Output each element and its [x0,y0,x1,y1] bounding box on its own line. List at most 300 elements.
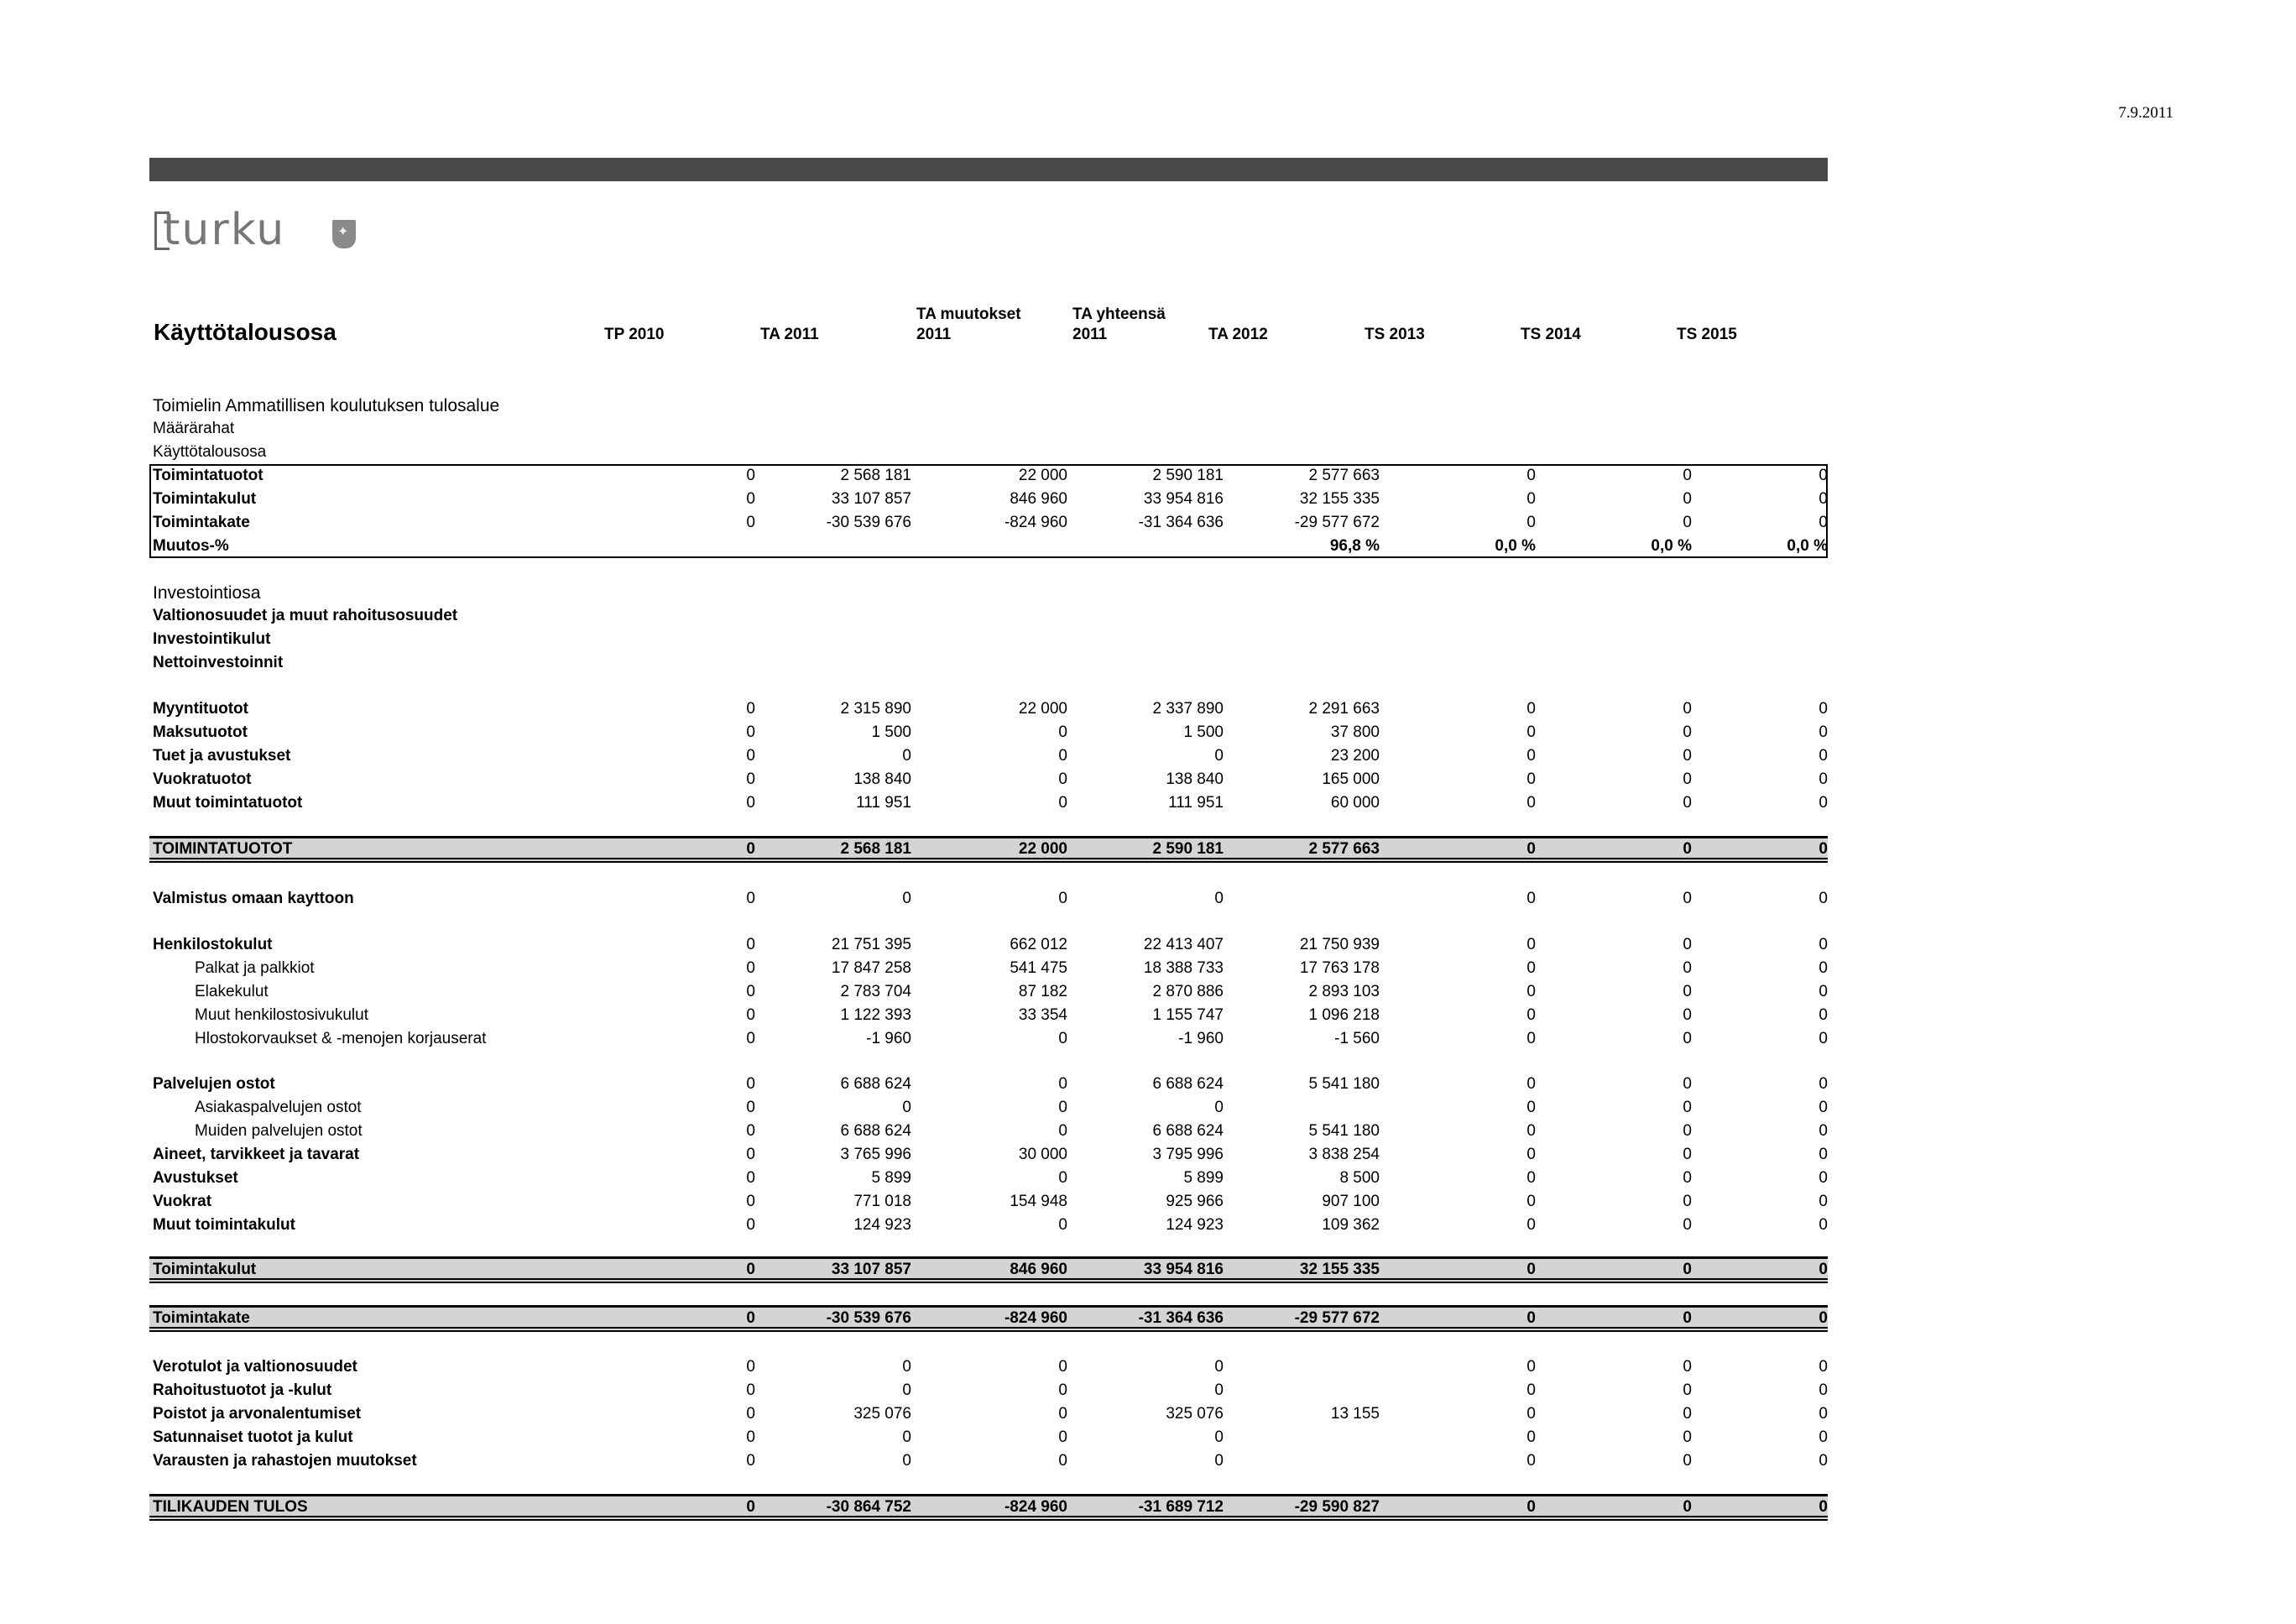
cell-value: 0 [1526,770,1536,788]
cell-value: 0 [1058,1075,1067,1093]
cell-value: 0 [1683,983,1692,1000]
table-row [149,1379,1828,1402]
cell-value: 0 [1683,1075,1692,1093]
cell-value: 33 954 816 [1143,1261,1224,1278]
cell-value: 0 [1819,1498,1828,1516]
cell-value: 0 [1526,936,1536,953]
cell-value: 0 [746,794,755,812]
cell-value: 0 [746,1193,755,1210]
cell-value: -30 539 676 [826,1309,911,1327]
col-header-ts2015: TS 2015 [1677,326,1737,343]
cell-value: 0 [1819,700,1828,718]
cell-value: 0 [1214,1452,1224,1470]
cell-value: 0 [1526,1169,1536,1187]
cell-value: 124 923 [1166,1216,1224,1234]
cell-value: 0 [1819,1452,1828,1470]
cell-value: 0 [1683,700,1692,718]
cell-value: 0 [1526,840,1536,858]
cell-value: 0 [746,747,755,765]
cell-value: -31 364 636 [1138,1309,1224,1327]
row-label: Satunnaiset tuotot ja kulut [153,1428,353,1446]
cell-value: 0 [1526,1405,1536,1423]
cell-value: 60 000 [1330,794,1380,812]
cell-value: 5 899 [871,1169,911,1187]
cell-value: -29 590 827 [1294,1498,1380,1516]
row-label: Toimielin Ammatillisen koulutuksen tulosalue [153,396,500,415]
cell-value: 0 [1819,1428,1828,1446]
cell-value: 0 [1526,467,1536,484]
invest-line [149,651,1828,675]
table-row [149,488,1828,511]
cell-value: 3 838 254 [1308,1146,1380,1163]
row-label: Määrärahat [153,420,235,437]
cell-value: 138 840 [853,770,911,788]
cell-value: 87 182 [1018,983,1067,1000]
cell-value: 0 [1526,794,1536,812]
cell-value: 0 [1819,1309,1828,1327]
cell-value: -29 577 672 [1294,1309,1380,1327]
cell-value: 0 [746,936,755,953]
table-row [149,1190,1828,1214]
cell-value: 846 960 [1010,1261,1067,1278]
row-label: Nettoinvestoinnit [153,654,284,671]
cell-value: 96,8 % [1329,537,1380,555]
row-label: Maksutuotot [153,723,248,741]
cell-value: 6 688 624 [840,1075,911,1093]
table-row [149,721,1828,744]
cell-value: 2 870 886 [1152,983,1224,1000]
table-row [149,887,1828,911]
table-row [149,1214,1828,1237]
cell-value: 0 [1526,1006,1536,1024]
cell-value: 111 951 [1168,794,1224,812]
print-date: 7.9.2011 [2118,104,2173,122]
row-label: Asiakaspalvelujen ostot [195,1099,362,1116]
cell-value: 2 590 181 [1152,467,1224,484]
cell-value: 0,0 % [1787,537,1828,555]
cell-value: 0 [1819,1358,1828,1376]
intro-line [149,417,1828,441]
cell-value: -1 560 [1334,1030,1380,1047]
cell-value: 0 [902,747,911,765]
cell-value: 0 [902,890,911,907]
cell-value: 2 783 704 [840,983,911,1000]
cell-value: 0 [746,723,755,741]
cell-value: 0 [1058,1169,1067,1187]
cell-value: 0 [1526,959,1536,977]
cell-value: 0 [1526,1381,1536,1399]
table-row [149,1073,1828,1096]
cell-value: 0 [1683,1146,1692,1163]
table-row [149,511,1828,535]
table-row [149,1120,1828,1143]
page-title: Käyttötalousosa [154,319,337,345]
cell-value: 0 [1526,1030,1536,1047]
cell-value: 0 [1683,1169,1692,1187]
table-row [149,744,1828,768]
cell-value: 0 [1683,723,1692,741]
cell-value: 165 000 [1322,770,1380,788]
row-label: Palkat ja palkkiot [195,959,315,977]
cell-value: 925 966 [1166,1193,1224,1210]
cell-value: 0 [746,1309,755,1327]
cell-value: 0 [1526,1075,1536,1093]
cell-value: 18 388 733 [1143,959,1224,977]
table-row [149,464,1828,488]
cell-value: 0 [746,1428,755,1446]
cell-value: 1 122 393 [840,1006,911,1024]
cell-value: 0 [1683,1309,1692,1327]
cell-value: -31 689 712 [1138,1498,1224,1516]
cell-value: 0 [1683,840,1692,858]
cell-value: 0 [746,983,755,1000]
cell-value: 0 [1683,514,1692,531]
row-label: Myyntituotot [153,700,248,718]
row-label: Toimintatuotot [153,467,264,484]
cell-value: 0 [1819,1216,1828,1234]
table-row [149,1355,1828,1379]
table-row [149,933,1828,957]
cell-value: 0 [1683,770,1692,788]
table-row [149,1167,1828,1190]
cell-value: 0 [1819,1030,1828,1047]
row-label: Tuet ja avustukset [153,747,291,765]
cell-value: 0 [1214,747,1224,765]
cell-value: 6 688 624 [840,1122,911,1140]
cell-value: 0 [1683,936,1692,953]
row-label: Investointiosa [153,583,261,603]
cell-value: 0 [1819,959,1828,977]
crest-icon [332,220,356,248]
row-label: Henkilostokulut [153,936,273,953]
cell-value: 0 [902,1452,911,1470]
cell-value: 5 541 180 [1308,1122,1380,1140]
cell-value: 0 [1683,1405,1692,1423]
intro-line [149,441,1828,464]
cell-value: 0 [746,1006,755,1024]
cell-value: 0 [1526,1452,1536,1470]
table-row [149,1096,1828,1120]
cell-value: 0 [1058,747,1067,765]
cell-value: 0 [1683,890,1692,907]
cell-value: 0 [1526,1122,1536,1140]
cell-value: 0 [1683,1498,1692,1516]
table-row [149,1402,1828,1426]
cell-value: 5 899 [1183,1169,1224,1187]
cell-value: 17 763 178 [1299,959,1380,977]
cell-value: 2 577 663 [1308,467,1380,484]
cell-value: -824 960 [1004,1309,1067,1327]
cell-value: 2 291 663 [1308,700,1380,718]
cell-value: 846 960 [1010,490,1067,508]
cell-value: 0 [1683,1193,1692,1210]
cell-value: 0 [1058,1216,1067,1234]
cell-value: 0 [1058,1452,1067,1470]
cell-value: 0 [746,1169,755,1187]
table-row [149,1449,1828,1473]
row-label: Vuokrat [153,1193,212,1210]
cell-value: 0 [746,1452,755,1470]
row-label: Muiden palvelujen ostot [195,1122,363,1140]
cell-value: 0 [1683,1452,1692,1470]
cell-value: 0 [1683,1216,1692,1234]
cell-value: 0 [1819,723,1828,741]
cell-value: 0 [746,1099,755,1116]
cell-value: 22 000 [1018,467,1067,484]
cell-value: 8 500 [1339,1169,1380,1187]
cell-value: 0 [1526,490,1536,508]
cell-value: 33 954 816 [1143,490,1224,508]
cell-value: 138 840 [1166,770,1224,788]
cell-value: 0 [746,1075,755,1093]
cell-value: 3 795 996 [1152,1146,1224,1163]
total-row [149,836,1828,863]
invest-heading [149,581,1828,604]
table-row [149,791,1828,815]
cell-value: 0 [1058,794,1067,812]
cell-value: 0 [1526,700,1536,718]
cell-value: 0 [1819,890,1828,907]
cell-value: 6 688 624 [1152,1075,1224,1093]
cell-value: 325 076 [1166,1405,1224,1423]
col-header-yhteensa-1: TA yhteensä [1072,305,1166,323]
cell-value: 0 [1683,490,1692,508]
cell-value: 0 [746,959,755,977]
total-row [149,1256,1828,1283]
cell-value: 0 [1058,723,1067,741]
cell-value: 0 [1683,1381,1692,1399]
cell-value: 771 018 [853,1193,911,1210]
row-label: Hlostokorvaukset & -menojen korjauserat [195,1030,487,1047]
cell-value: 2 315 890 [840,700,911,718]
cell-value: 0 [746,1216,755,1234]
cell-value: 0 [1214,1358,1224,1376]
cell-value: 0 [746,890,755,907]
cell-value: 907 100 [1322,1193,1380,1210]
cell-value: 2 590 181 [1152,840,1224,858]
cell-value: 1 500 [1183,723,1224,741]
row-label: Muutos-% [153,537,229,555]
row-label: Toimintakate [153,1309,250,1327]
col-header-yhteensa-2: 2011 [1072,326,1108,343]
cell-value: 0 [1058,890,1067,907]
cell-value: 0 [1058,1405,1067,1423]
cell-value: 0 [1819,490,1828,508]
cell-value: 0 [1058,770,1067,788]
table-row [149,768,1828,791]
cell-value: 1 096 218 [1308,1006,1380,1024]
row-label: Valtionosuudet ja muut rahoitusosuudet [153,607,458,624]
cell-value: 0 [1683,1006,1692,1024]
cell-value: 0 [1526,514,1536,531]
cell-value: 0 [902,1381,911,1399]
cell-value: 0 [746,770,755,788]
row-label: Palvelujen ostot [153,1075,275,1093]
cell-value: 0 [1819,1075,1828,1093]
cell-value: 0 [1526,723,1536,741]
cell-value: 0 [746,1146,755,1163]
row-label: TOIMINTATUOTOT [153,840,293,858]
cell-value: 0 [1526,1099,1536,1116]
table-row [149,535,1828,558]
row-label: Avustukset [153,1169,238,1187]
cell-value: 0 [1683,794,1692,812]
row-label: Rahoitustuotot ja -kulut [153,1381,332,1399]
cell-value: 0 [902,1428,911,1446]
cell-value: 0 [1526,1358,1536,1376]
cell-value: 0 [1819,514,1828,531]
cell-value: 0 [1058,1428,1067,1446]
cell-value: 0 [1526,1193,1536,1210]
table-row [149,697,1828,721]
cell-value: 0 [1058,1122,1067,1140]
row-label: TILIKAUDEN TULOS [153,1498,308,1516]
cell-value: 0 [1526,1309,1536,1327]
cell-value: 0 [746,490,755,508]
row-label: Verotulot ja valtionosuudet [153,1358,357,1376]
row-label: Toimintakate [153,514,250,531]
row-label: Muut toimintakulut [153,1216,295,1234]
logo-text: turku [163,205,286,255]
cell-value: 0 [1683,747,1692,765]
cell-value: 0 [1819,1405,1828,1423]
cell-value: 0 [1683,1261,1692,1278]
cell-value: 0 [1683,1099,1692,1116]
cell-value: 0 [746,1381,755,1399]
cell-value: -30 539 676 [826,514,911,531]
cell-value: 0 [1819,794,1828,812]
cell-value: 325 076 [853,1405,911,1423]
cell-value: 0 [902,1358,911,1376]
cell-value: 0 [746,1405,755,1423]
cell-value: 0 [1819,467,1828,484]
cell-value: 0 [1058,1381,1067,1399]
table-row [149,980,1828,1004]
cell-value: 0 [746,700,755,718]
row-label: Käyttötalousosa [153,443,267,461]
cell-value: 17 847 258 [831,959,911,977]
cell-value: 22 000 [1018,840,1067,858]
cell-value: 5 541 180 [1308,1075,1380,1093]
col-header-muutokset-2: 2011 [916,326,952,343]
cell-value: 22 413 407 [1143,936,1224,953]
row-label: Elakekulut [195,983,269,1000]
row-label: Toimintakulut [153,1261,257,1278]
cell-value: 0 [1819,1099,1828,1116]
cell-value: 109 362 [1322,1216,1380,1234]
cell-value: 0 [1526,1498,1536,1516]
cell-value: 154 948 [1010,1193,1067,1210]
col-header-ts2013: TS 2013 [1365,326,1425,343]
invest-line [149,628,1828,651]
table-row [149,1027,1828,1051]
row-label: Varausten ja rahastojen muutokset [153,1452,417,1470]
col-header-muutokset-1: TA muutokset [916,305,1021,323]
cell-value: -1 960 [1178,1030,1224,1047]
cell-value: 0 [1819,1261,1828,1278]
cell-value: 32 155 335 [1299,490,1380,508]
cell-value: 13 155 [1330,1405,1380,1423]
row-label: Vuokratuotot [153,770,252,788]
cell-value: 2 568 181 [840,840,911,858]
cell-value: 0 [746,1358,755,1376]
row-label: Toimintakulut [153,490,257,508]
cell-value: 2 568 181 [840,467,911,484]
table-row [149,1143,1828,1167]
cell-value: 0 [1819,1169,1828,1187]
invest-line [149,604,1828,628]
cell-value: 0 [1683,1358,1692,1376]
cell-value: 1 155 747 [1152,1006,1224,1024]
cell-value: 21 750 939 [1299,936,1380,953]
total-row [149,1494,1828,1521]
cell-value: 0 [1819,983,1828,1000]
cell-value: -824 960 [1004,514,1067,531]
cell-value: 0 [746,467,755,484]
cell-value: -30 864 752 [826,1498,911,1516]
cell-value: 0 [1526,1146,1536,1163]
cell-value: -31 364 636 [1138,514,1224,531]
cell-value: -824 960 [1004,1498,1067,1516]
cell-value: 0 [1058,1358,1067,1376]
cell-value: 30 000 [1018,1146,1067,1163]
cell-value: 0 [1819,1381,1828,1399]
cell-value: 33 354 [1018,1006,1067,1024]
cell-value: 0 [1819,1193,1828,1210]
cell-value: 0 [1526,1261,1536,1278]
cell-value: 0 [1683,959,1692,977]
cell-value: 0 [1819,1146,1828,1163]
cell-value: 0 [1214,1099,1224,1116]
row-label: Muut toimintatuotot [153,794,303,812]
cell-value: 0,0 % [1651,537,1692,555]
cell-value: 33 107 857 [831,1261,911,1278]
cell-value: 1 500 [871,723,911,741]
cell-value: 0 [746,1498,755,1516]
intro-line [149,394,1828,417]
total-row [149,1305,1828,1332]
cell-value: 111 951 [856,794,911,812]
cell-value: 33 107 857 [831,490,911,508]
cell-value: 2 577 663 [1308,840,1380,858]
cell-value: 0 [746,1122,755,1140]
cell-value: 0 [1683,1428,1692,1446]
cell-value: 0 [1058,1030,1067,1047]
row-label: Investointikulut [153,630,271,648]
cell-value: 0 [1819,1006,1828,1024]
cell-value: 3 765 996 [840,1146,911,1163]
col-header-ta2011: TA 2011 [760,326,819,343]
cell-value: -29 577 672 [1294,514,1380,531]
cell-value: 0 [1683,467,1692,484]
table-row [149,1004,1828,1027]
row-label: Muut henkilostosivukulut [195,1006,368,1024]
cell-value: 0 [746,1261,755,1278]
cell-value: 2 893 103 [1308,983,1380,1000]
cell-value: 0 [1819,1122,1828,1140]
cell-value: 0 [1819,770,1828,788]
cell-value: 23 200 [1330,747,1380,765]
cell-value: 0 [1058,1099,1067,1116]
cell-value: 0 [1214,890,1224,907]
cell-value: 37 800 [1330,723,1380,741]
col-header-tp2010: TP 2010 [604,326,665,343]
cell-value: 0 [1819,936,1828,953]
cell-value: 0 [902,1099,911,1116]
col-header-ta2012: TA 2012 [1208,326,1268,343]
cell-value: 0 [1683,1122,1692,1140]
cell-value: 541 475 [1010,959,1067,977]
